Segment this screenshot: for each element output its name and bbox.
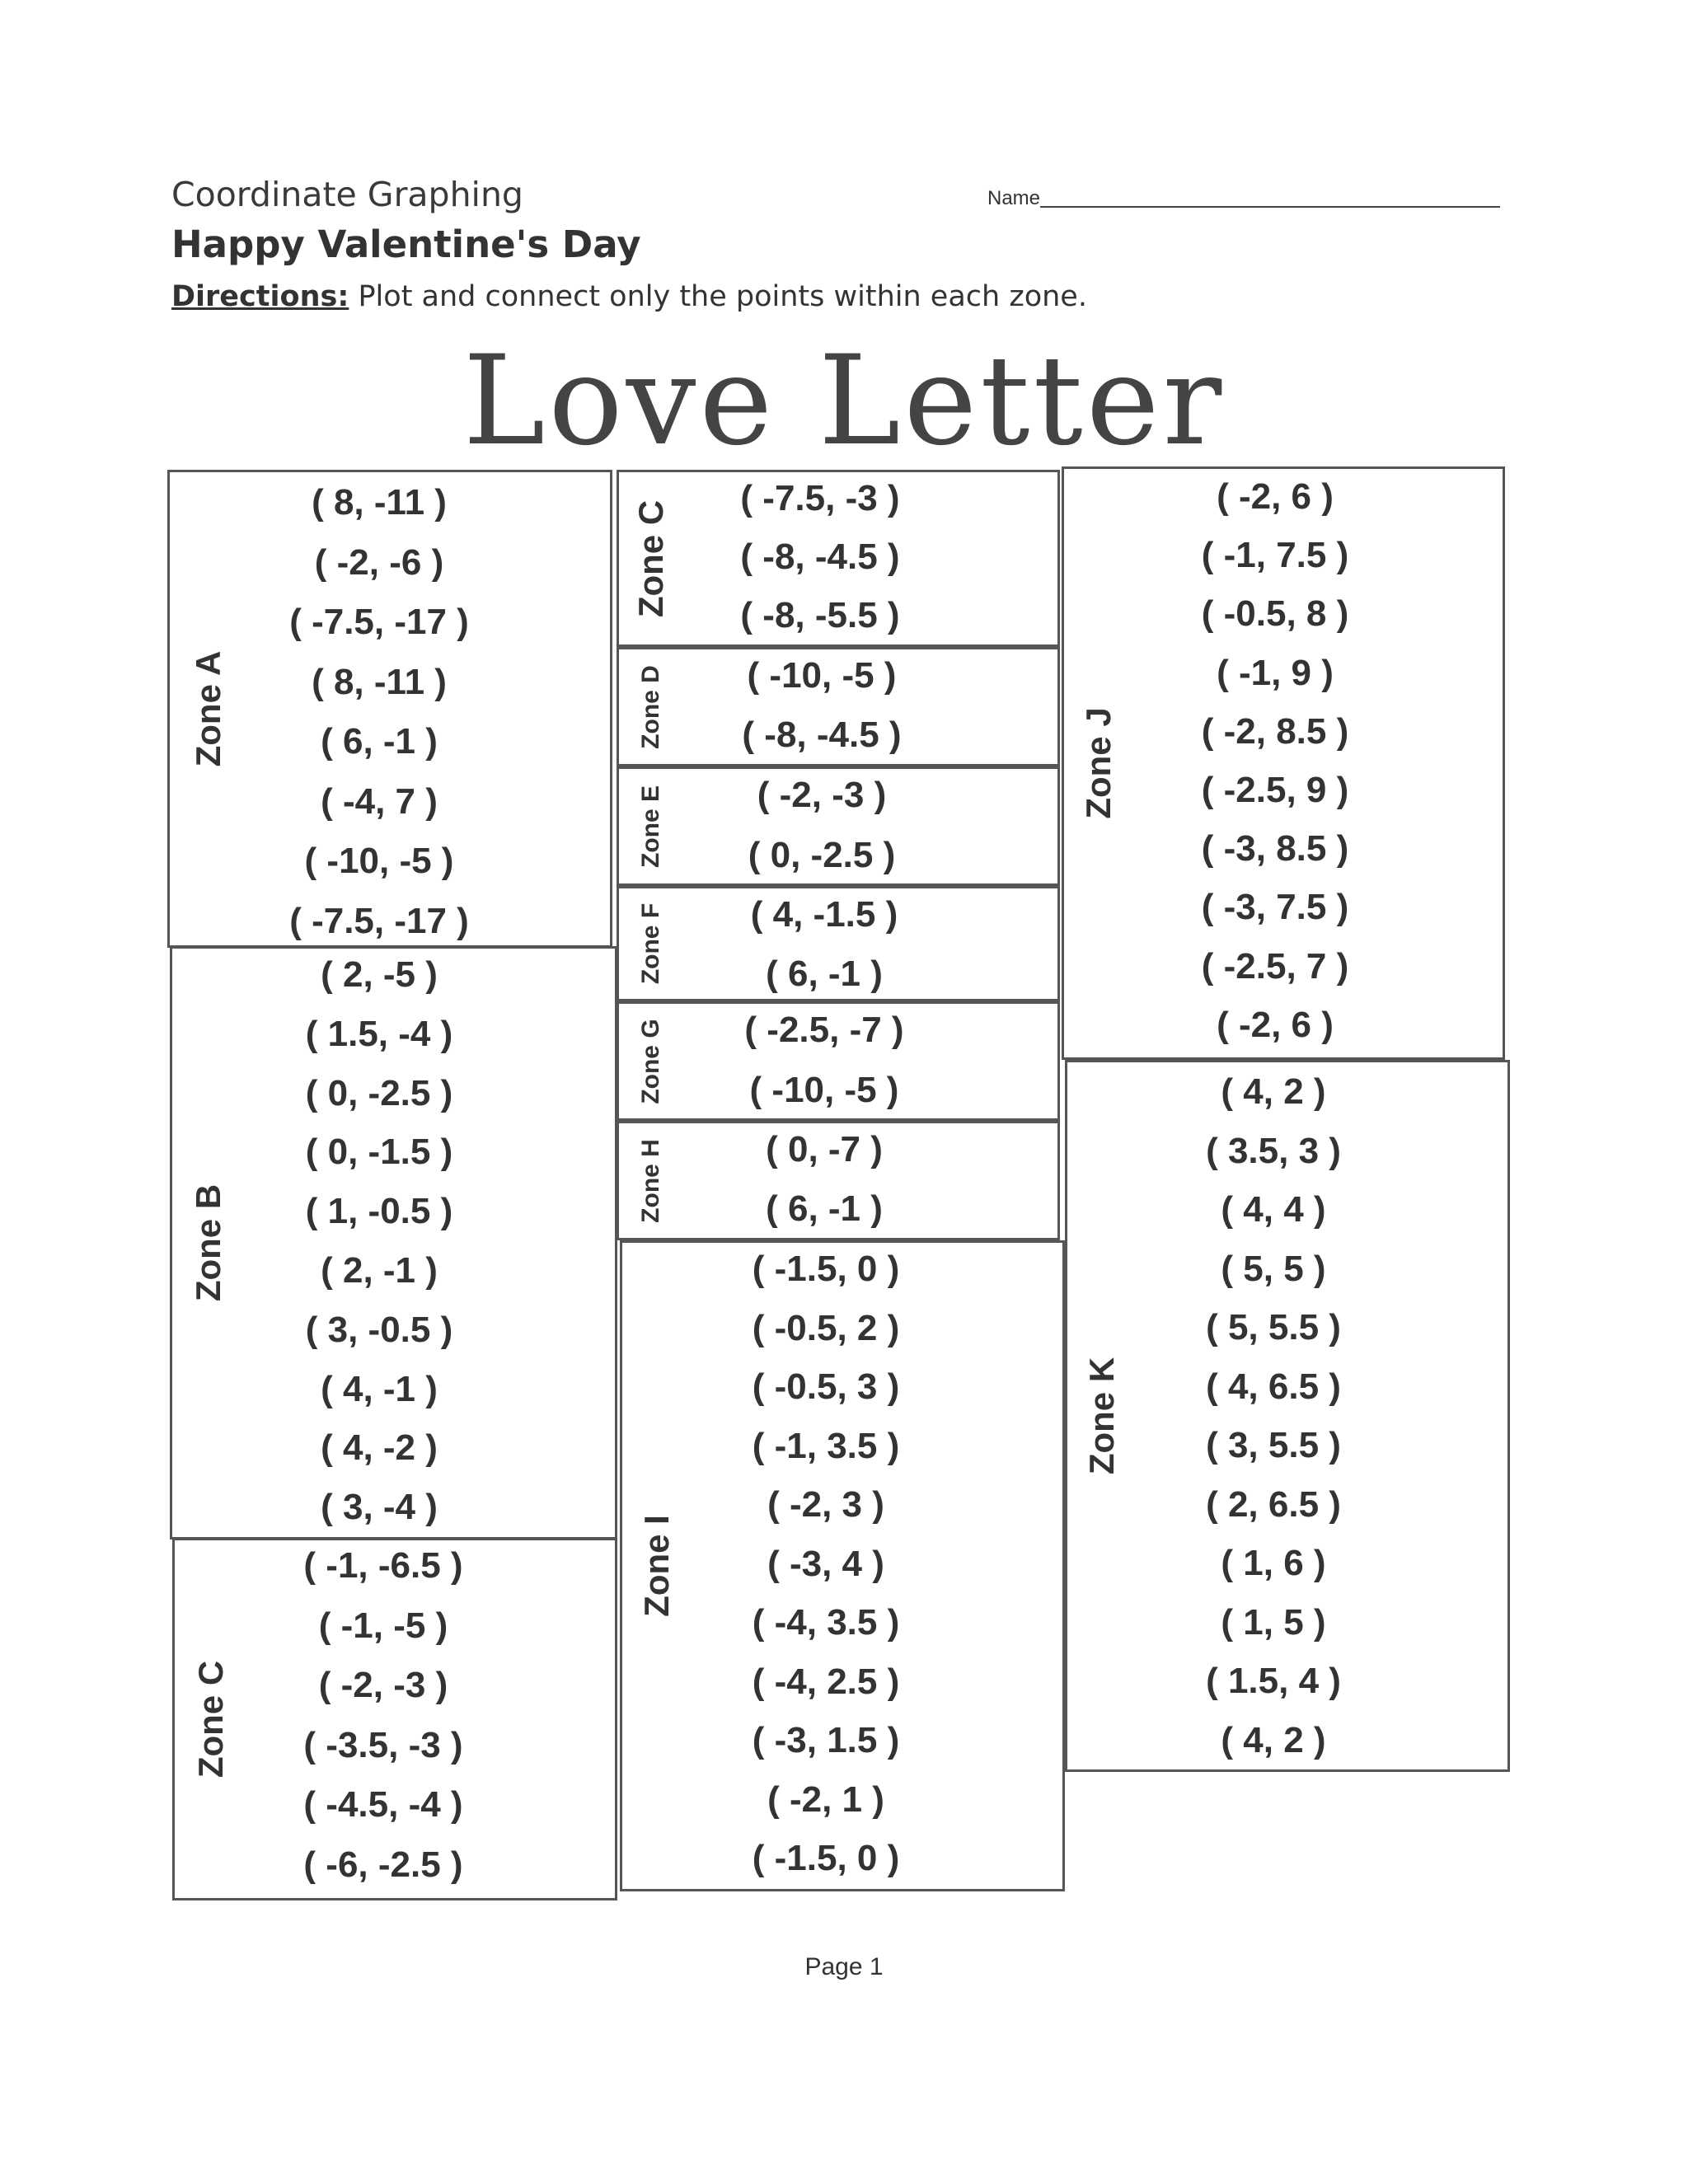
zone-label: Zone G: [637, 1018, 664, 1104]
coordinate-point: ( -2, 6 ): [1217, 476, 1334, 517]
coordinate-point: ( -4.5, -4 ): [303, 1784, 463, 1825]
coordinate-point: ( -3.5, -3 ): [303, 1724, 463, 1765]
coordinate-point: ( 4, 2 ): [1221, 1719, 1326, 1760]
zone-label: Zone B: [189, 1183, 227, 1302]
name-label: Name: [987, 187, 1041, 209]
zone-label: Zone H: [637, 1138, 664, 1223]
coordinate-point: ( 1, -0.5 ): [305, 1191, 453, 1232]
coordinate-point: ( 4, -1.5 ): [750, 894, 898, 935]
coordinate-point: ( 4, 2 ): [1221, 1071, 1326, 1112]
coordinate-point: ( -8, -4.5 ): [742, 715, 902, 755]
love-letter-heading: Love Letter: [462, 330, 1226, 473]
coordinate-point: ( -10, -5 ): [747, 655, 897, 696]
coordinate-point: ( -4, 2.5 ): [752, 1661, 900, 1702]
directions-label: Directions:: [171, 280, 349, 313]
zone-label: Zone C: [631, 499, 670, 617]
coordinate-point: ( 2, -5 ): [321, 954, 438, 995]
coordinate-point: ( -3, 8.5 ): [1201, 828, 1349, 869]
directions-text: Plot and connect only the points within each zone.: [349, 280, 1087, 313]
coordinate-point: ( -4, 7 ): [321, 780, 438, 822]
coordinate-point: ( -2.5, -7 ): [744, 1010, 904, 1050]
coordinate-point: ( 8, -11 ): [312, 482, 447, 523]
coordinate-point: ( -7.5, -17 ): [289, 900, 469, 941]
coordinate-point: ( 3, -4 ): [321, 1487, 438, 1528]
coordinate-point: ( -1, -6.5 ): [303, 1545, 463, 1586]
coordinate-point: ( 5, 5.5 ): [1206, 1307, 1341, 1347]
coordinate-point: ( 2, 6.5 ): [1206, 1483, 1341, 1525]
zone-label: Zone F: [637, 902, 664, 985]
coordinate-point: ( -2, 1 ): [767, 1779, 884, 1820]
coordinate-point: ( 3, -0.5 ): [305, 1309, 453, 1350]
coordinate-point: ( -10, -5 ): [749, 1070, 899, 1110]
coordinate-point: ( -6, -2.5 ): [303, 1844, 463, 1885]
coordinate-point: ( -8, -5.5 ): [740, 595, 900, 635]
zone-label: Zone J: [1079, 707, 1118, 819]
zone-label: Zone C: [191, 1660, 230, 1779]
name-field-line[interactable]: [1040, 206, 1500, 208]
coordinate-point: ( -1, 3.5 ): [752, 1425, 900, 1466]
coordinate-point: ( -3, 7.5 ): [1201, 887, 1349, 928]
coordinate-point: ( -7.5, -3 ): [740, 478, 900, 518]
coordinate-point: ( 6, -1 ): [766, 1188, 883, 1229]
coordinate-point: ( 4, -1 ): [321, 1368, 438, 1409]
coordinate-point: ( -2, 6 ): [1217, 1004, 1334, 1045]
coordinate-point: ( 1.5, -4 ): [305, 1013, 453, 1054]
coordinate-point: ( -1.5, 0 ): [752, 1249, 900, 1289]
coordinate-point: ( -2.5, 7 ): [1201, 945, 1349, 987]
coordinate-point: ( 5, 5 ): [1221, 1248, 1326, 1289]
coordinate-point: ( -7.5, -17 ): [289, 602, 469, 642]
coordinate-point: ( 8, -11 ): [312, 661, 447, 702]
coordinate-point: ( 4, -2 ): [321, 1427, 438, 1469]
coordinate-point: ( 0, -2.5 ): [305, 1072, 453, 1113]
coordinate-point: ( 1, 5 ): [1221, 1601, 1326, 1643]
directions: [171, 280, 1087, 313]
coordinate-point: ( 4, 6.5 ): [1206, 1366, 1341, 1407]
coordinate-point: ( -10, -5 ): [304, 841, 454, 881]
zone-label: Zone D: [637, 664, 664, 749]
coordinate-point: ( 1, 6 ): [1221, 1543, 1326, 1583]
subject-title: Coordinate Graphing: [171, 175, 523, 214]
coordinate-point: ( -2, 3 ): [767, 1484, 884, 1525]
zone-label: Zone E: [637, 785, 664, 868]
page-number: Page 1: [804, 1953, 884, 1980]
coordinate-point: ( -0.5, 8 ): [1201, 593, 1349, 635]
coordinate-point: ( 3.5, 3 ): [1206, 1130, 1341, 1171]
coordinate-point: ( -8, -4.5 ): [740, 537, 900, 577]
worksheet-title: Happy Valentine's Day: [171, 223, 641, 266]
coordinate-point: ( -0.5, 2 ): [752, 1307, 900, 1348]
coordinate-point: ( 2, -1 ): [321, 1250, 438, 1291]
coordinate-point: ( -2, -3 ): [318, 1665, 448, 1705]
coordinate-point: ( -1.5, 0 ): [752, 1838, 900, 1878]
coordinate-point: ( -1, 9 ): [1217, 652, 1334, 693]
coordinate-point: ( 6, -1 ): [321, 721, 438, 762]
coordinate-point: ( -3, 1.5 ): [752, 1720, 900, 1760]
coordinate-point: ( 0, -2.5 ): [748, 835, 896, 875]
coordinate-point: ( 6, -1 ): [766, 954, 883, 994]
zone-label: Zone I: [637, 1515, 676, 1617]
coordinate-point: ( -2, -3 ): [757, 775, 887, 815]
coordinate-point: ( 4, 4 ): [1221, 1189, 1326, 1230]
coordinate-point: ( -3, 4 ): [767, 1543, 884, 1584]
zone-label: Zone A: [189, 650, 227, 767]
coordinate-point: ( -4, 3.5 ): [752, 1602, 900, 1643]
zone-label: Zone K: [1082, 1357, 1121, 1475]
coordinate-point: ( 0, -7 ): [766, 1129, 883, 1169]
coordinate-point: ( -1, -5 ): [318, 1605, 448, 1646]
coordinate-point: ( -2.5, 9 ): [1201, 770, 1349, 810]
coordinate-point: ( 3, 5.5 ): [1206, 1425, 1341, 1465]
coordinate-point: ( -1, 7.5 ): [1201, 535, 1349, 576]
coordinate-point: ( -2, -6 ): [314, 541, 444, 583]
coordinate-point: ( -0.5, 3 ): [752, 1366, 900, 1407]
coordinate-point: ( -2, 8.5 ): [1201, 710, 1349, 752]
coordinate-point: ( 1.5, 4 ): [1206, 1661, 1341, 1701]
coordinate-point: ( 0, -1.5 ): [305, 1132, 453, 1173]
